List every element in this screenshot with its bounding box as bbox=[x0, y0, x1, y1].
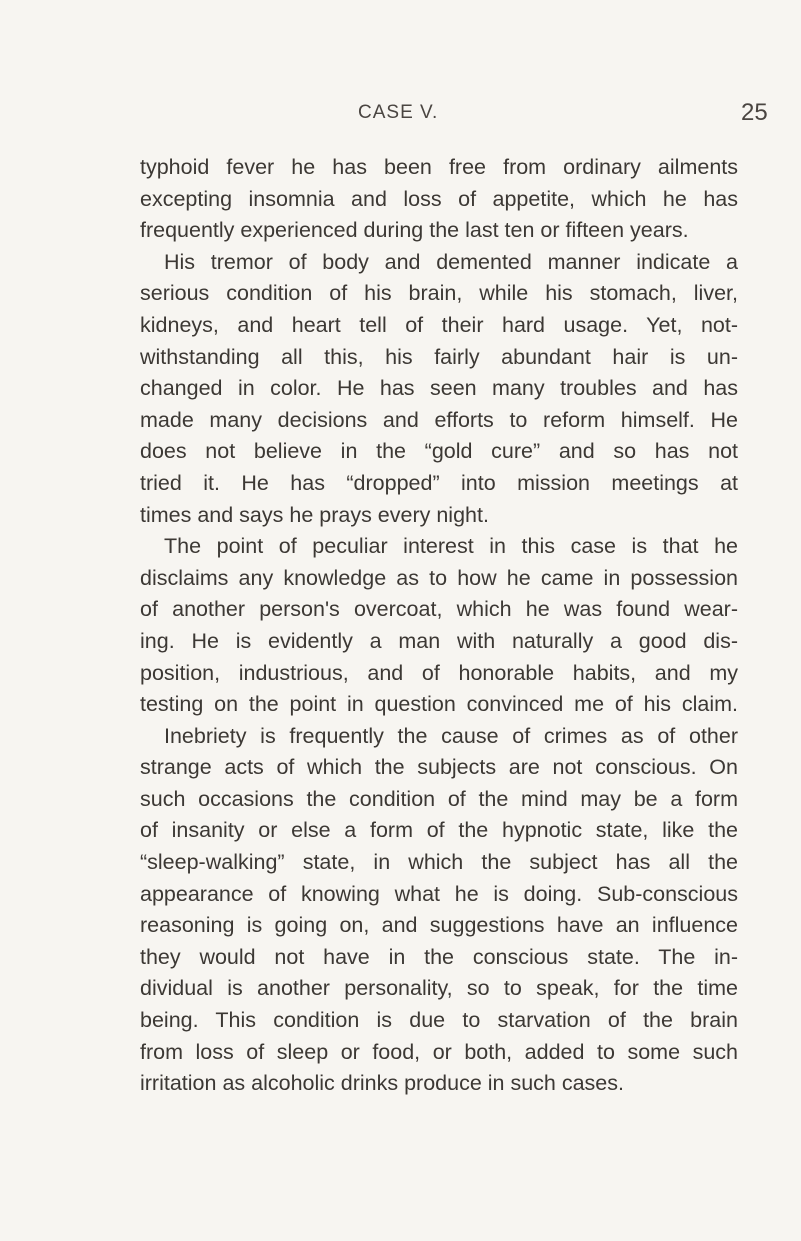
text-line: position, industrious, and of honorable habits, and my bbox=[140, 660, 738, 685]
text-line: of insanity or else a form of the hypnotic state, like the bbox=[140, 818, 738, 843]
text-line: disclaims any knowledge as to how he came in possession bbox=[140, 565, 738, 590]
text-line: does not believe in the “gold cure” and so has not bbox=[140, 439, 738, 464]
text-line: changed in color. He has seen many troubles and has bbox=[140, 376, 738, 401]
text-line: tried it. He has “dropped” into mission meetings at bbox=[140, 470, 738, 495]
text-line: The point of peculiar interest in this case is that he bbox=[164, 534, 738, 559]
text-line: His tremor of body and demented manner indicate a bbox=[164, 249, 738, 274]
running-head bbox=[0, 99, 801, 132]
text-line: kidneys, and heart tell of their hard usage. Yet, not- bbox=[140, 312, 738, 337]
text-line: reasoning is going on, and suggestions have an influence bbox=[140, 913, 738, 938]
text-line: withstanding all this, his fairly abundant hair is un- bbox=[140, 344, 738, 369]
text-line: made many decisions and efforts to reform himself. He bbox=[140, 407, 738, 432]
text-line: ing. He is evidently a man with naturally a good dis- bbox=[140, 628, 738, 653]
text-line: they would not have in the conscious state. The in- bbox=[140, 944, 738, 969]
text-line: from loss of sleep or food, or both, added to some such bbox=[140, 1039, 738, 1064]
text-line: appearance of knowing what he is doing. Sub-conscious bbox=[140, 881, 738, 906]
text-line: excepting insomnia and loss of appetite, which he has bbox=[140, 186, 738, 211]
text-line: typhoid fever he has been free from ordinary ailments bbox=[140, 155, 738, 179]
text-line: strange acts of which the subjects are not conscious. On bbox=[140, 755, 738, 780]
text-line: frequently experienced during the last ten or fifteen years. bbox=[140, 218, 689, 243]
text-line: testing on the point in question convinced me of his claim. bbox=[140, 692, 738, 717]
body-text bbox=[140, 152, 738, 1100]
text-line: of another person's overcoat, which he was found wear- bbox=[140, 597, 738, 622]
page-number: 25 bbox=[741, 99, 768, 126]
text-line: being. This condition is due to starvation of the brain bbox=[140, 1008, 738, 1033]
text-line: “sleep-walking” state, in which the subject has all the bbox=[140, 850, 738, 875]
text-line: serious condition of his brain, while his stomach, liver, bbox=[140, 281, 738, 306]
running-title: CASE V. bbox=[358, 102, 439, 123]
text-line: such occasions the condition of the mind may be a form bbox=[140, 786, 738, 811]
text-line: times and says he prays every night. bbox=[140, 502, 489, 527]
text-line: irritation as alcoholic drinks produce in such cases. bbox=[140, 1071, 624, 1096]
text-line: Inebriety is frequently the cause of crimes as of other bbox=[164, 723, 738, 748]
text-line: dividual is another personality, so to speak, for the time bbox=[140, 976, 738, 1001]
